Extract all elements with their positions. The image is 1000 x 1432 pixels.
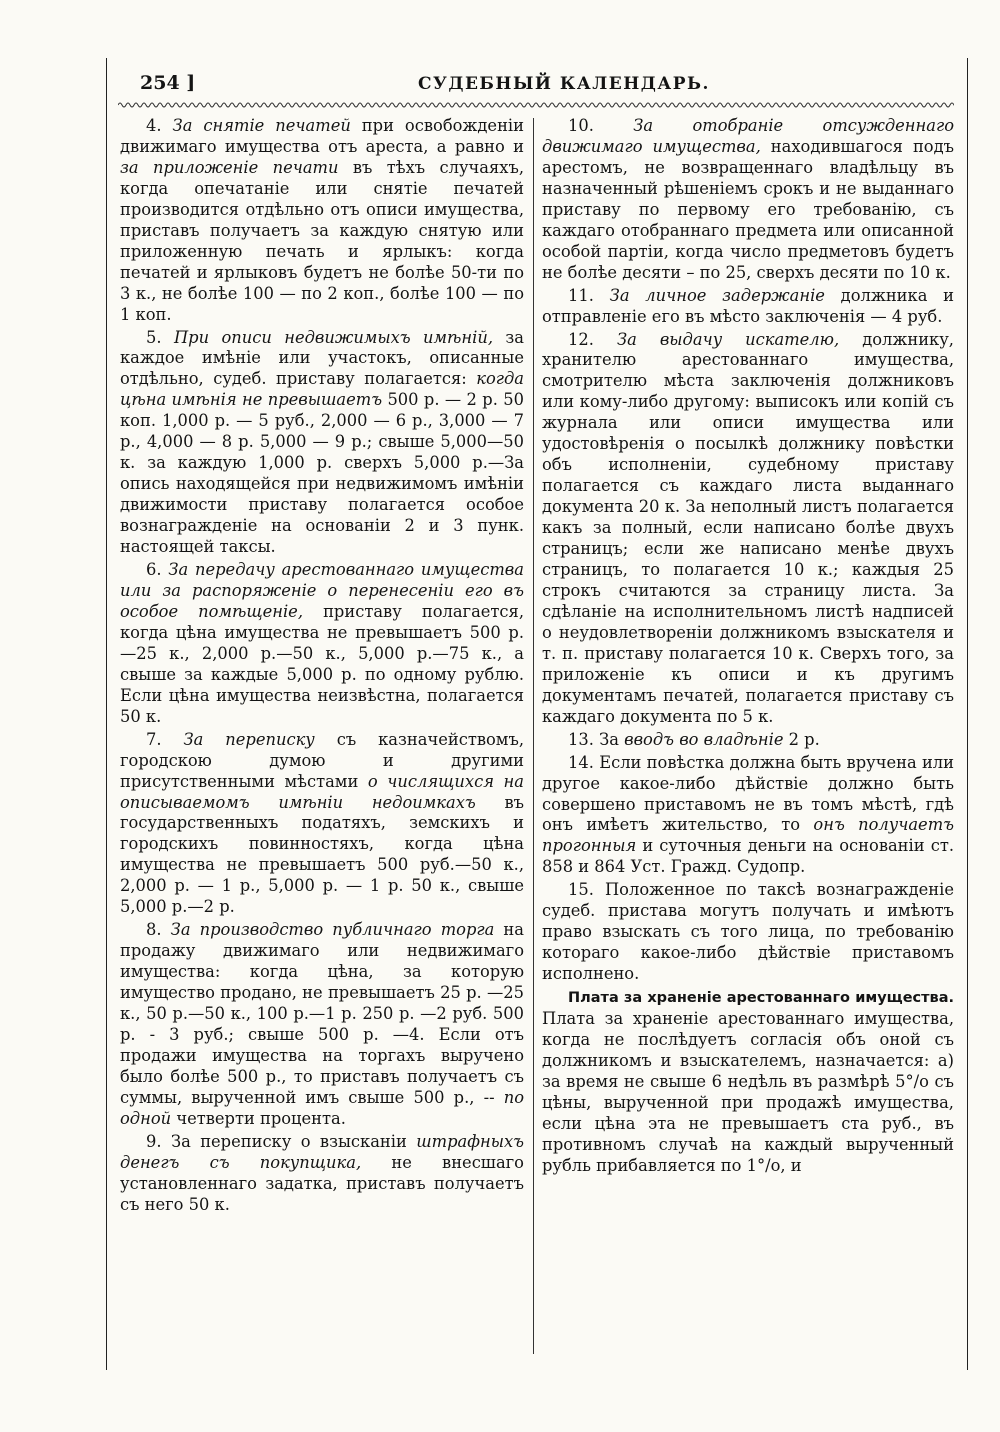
left-column — [120, 116, 524, 1216]
paragraph-9: 9. За переписку о взысканіи штрафныхъ денегъ съ покупщика, не внесшаго установленнаго задатка, приставъ получаетъ съ него 50 к. — [120, 1131, 524, 1214]
paragraph-11: 11. За личное задержаніе должника и отправленіе его въ мѣсто заключенія — 4 руб. — [542, 285, 955, 326]
storage-fee-paragraph: Плата за храненіе арестованнаго имущества. Плата за храненіе арестованнаго имущества, когда не послѣдуетъ согласія объ оной съ должникомъ и взыскателемъ, назначается: а) за время не свыше 6 недѣль въ размѣрѣ 5°/о съ цѣны, вырученной при продажѣ имущества, если цѣна эта не превышаетъ ста руб., въ противномъ случаѣ на каждый вырученный рубль прибавляется по 1°/о, и — [542, 990, 954, 1175]
paragraph-14: 14. Если повѣстка должна быть вручена или другое какое-либо дѣйствіе должно быть совершено приставомъ не въ томъ мѣстѣ, гдѣ онъ имѣетъ жительство, то онъ получаетъ прогонныя и суточныя деньги на основаніи ст. 858 и 864 Уст. Гражд. Судопр. — [542, 752, 954, 877]
column-divider — [533, 118, 534, 1354]
paragraph-15: 15. Положенное по таксѣ вознагражденіе судеб. пристава могутъ получать и имѣютъ право взыскать съ того лица, по требованію котораго какое-либо дѣйствіе приставомъ исполнено. — [542, 880, 954, 984]
paragraph-10: 10. За отобраніе отсужденнаго движимаго имущества, находившагося подъ арестомъ, не возвращеннаго владѣльцу въ назначенный рѣшеніемъ срокъ и не выданнаго приставу по первому его требованію, съ каждаго отобраннаго предмета или описанной особой партіи, когда число предметовъ будетъ не болѣе десяти – по 25, сверхъ десяти по 10 к. — [542, 116, 954, 282]
running-title: СУДЕБНЫЙ КАЛЕНДАРЬ. — [418, 74, 710, 94]
paragraph-5: 5. При описи недвижимыхъ имѣній, за каждое имѣніе или участокъ, описанные отдѣльно, судеб. приставу полагается: когда цѣна имѣнія не превышаетъ 500 р. — 2 р. 50 коп. 1,000 р. — 5 руб., 2,000 — 6 р., 3,000 — 7 р., 4,000 — 8 р. 5,000 — 9 р.; свыше 5,000—50 к. за каждую 1,000 р. сверхъ 5,000 р.—За опись находящейся при недвижимомъ имѣніи движимости приставу полагается особое вознагражденіе на основаніи 2 и 3 пунк. настоящей таксы. — [120, 327, 524, 557]
right-column — [542, 116, 954, 1177]
storage-fee-heading: Плата за храненіе арестованнаго имущества. — [568, 990, 954, 1007]
paragraph-12: 12. За выдачу искателю, должнику, хранителю арестованнаго имущества, смотрителю мѣста заключенія должниковъ или кому-либо другому: выписокъ или копій съ журнала или описи имущества или удостовѣренія о посылкѣ должнику повѣстки объ исполненіи, судебному приставу полагается съ каждаго листа выданнаго документа 20 к. За неполный листъ полагается какъ за полный, если написано болѣе двухъ страницъ; если же написано менѣе двухъ страницъ, то полагается 10 к.; каждыя 25 строкъ считаются за страницу листа. За сдѣланіе на исполнительномъ листѣ надписей о неудовлетвореніи должникомъ взыскателя и т. п. приставу полагается 10 к. Сверхъ того, за приложеніе къ описи и къ другимъ документамъ печатей, полагается приставу съ каждаго документа по 5 к. — [542, 329, 954, 726]
paragraph-13: 13. За вводъ во владѣніе 2 р. — [568, 729, 820, 749]
paragraph-6: 6. За передачу арестованнаго имущества или за распоряженіе о перенесеніи его въ особое помѣщеніе, приставу полагается, когда цѣна имущества не превышаетъ 500 р.—25 к., 2,000 р.—50 к., 5,000 р.—75 к., а свыше за каждые 5,000 р. по одному рублю. Если цѣна имущества неизвѣстна, полагается 50 к. — [120, 560, 524, 726]
page-header — [118, 68, 958, 100]
paragraph-8: 8. За производство публичнаго торга на продажу движимаго или недвижимаго имущества: когда цѣна, за которую имущество продано, не превышаетъ 25 р. —25 к., 50 р.—50 к., 100 р.—1 р. 250 р. —2 руб. 500 р. - 3 руб.; свыше 500 р. —4. Если отъ продажи имущества на торгахъ выручено было болѣе 500 р., то приставъ получаетъ съ суммы, вырученной имъ свыше 500 р., -- по одной четверти процента. — [120, 920, 524, 1128]
wavy-header-rule — [118, 100, 954, 110]
page-number: 254 ] — [140, 72, 196, 94]
paragraph-7: 7. За переписку съ казначействомъ, городскою думою и другими присутственными мѣстами о числящихся на описываемомъ имѣніи недоимкахъ въ государственныхъ податяхъ, земскихъ и городскихъ повинностяхъ, когда цѣна имущества не превышаетъ 500 руб.—50 к., 2,000 р. — 1 р., 5,000 р. — 1 р. 50 к., свыше 5,000 р.—2 р. — [120, 729, 525, 917]
paragraph-4: 4. За снятіе печатей при освобожденіи движимаго имущества отъ ареста, а равно и за приложеніе печати въ тѣхъ случаяхъ, когда опечатаніе или снятіе печатей производится отдѣльно отъ описи имущества, приставъ получаетъ за каждую снятую или приложенную печать и ярлыкъ: когда печатей и ярлыковъ будетъ не болѣе 50-ти по 3 к., не болѣе 100 — по 2 коп., болѣе 100 — по 1 коп. — [120, 116, 524, 324]
